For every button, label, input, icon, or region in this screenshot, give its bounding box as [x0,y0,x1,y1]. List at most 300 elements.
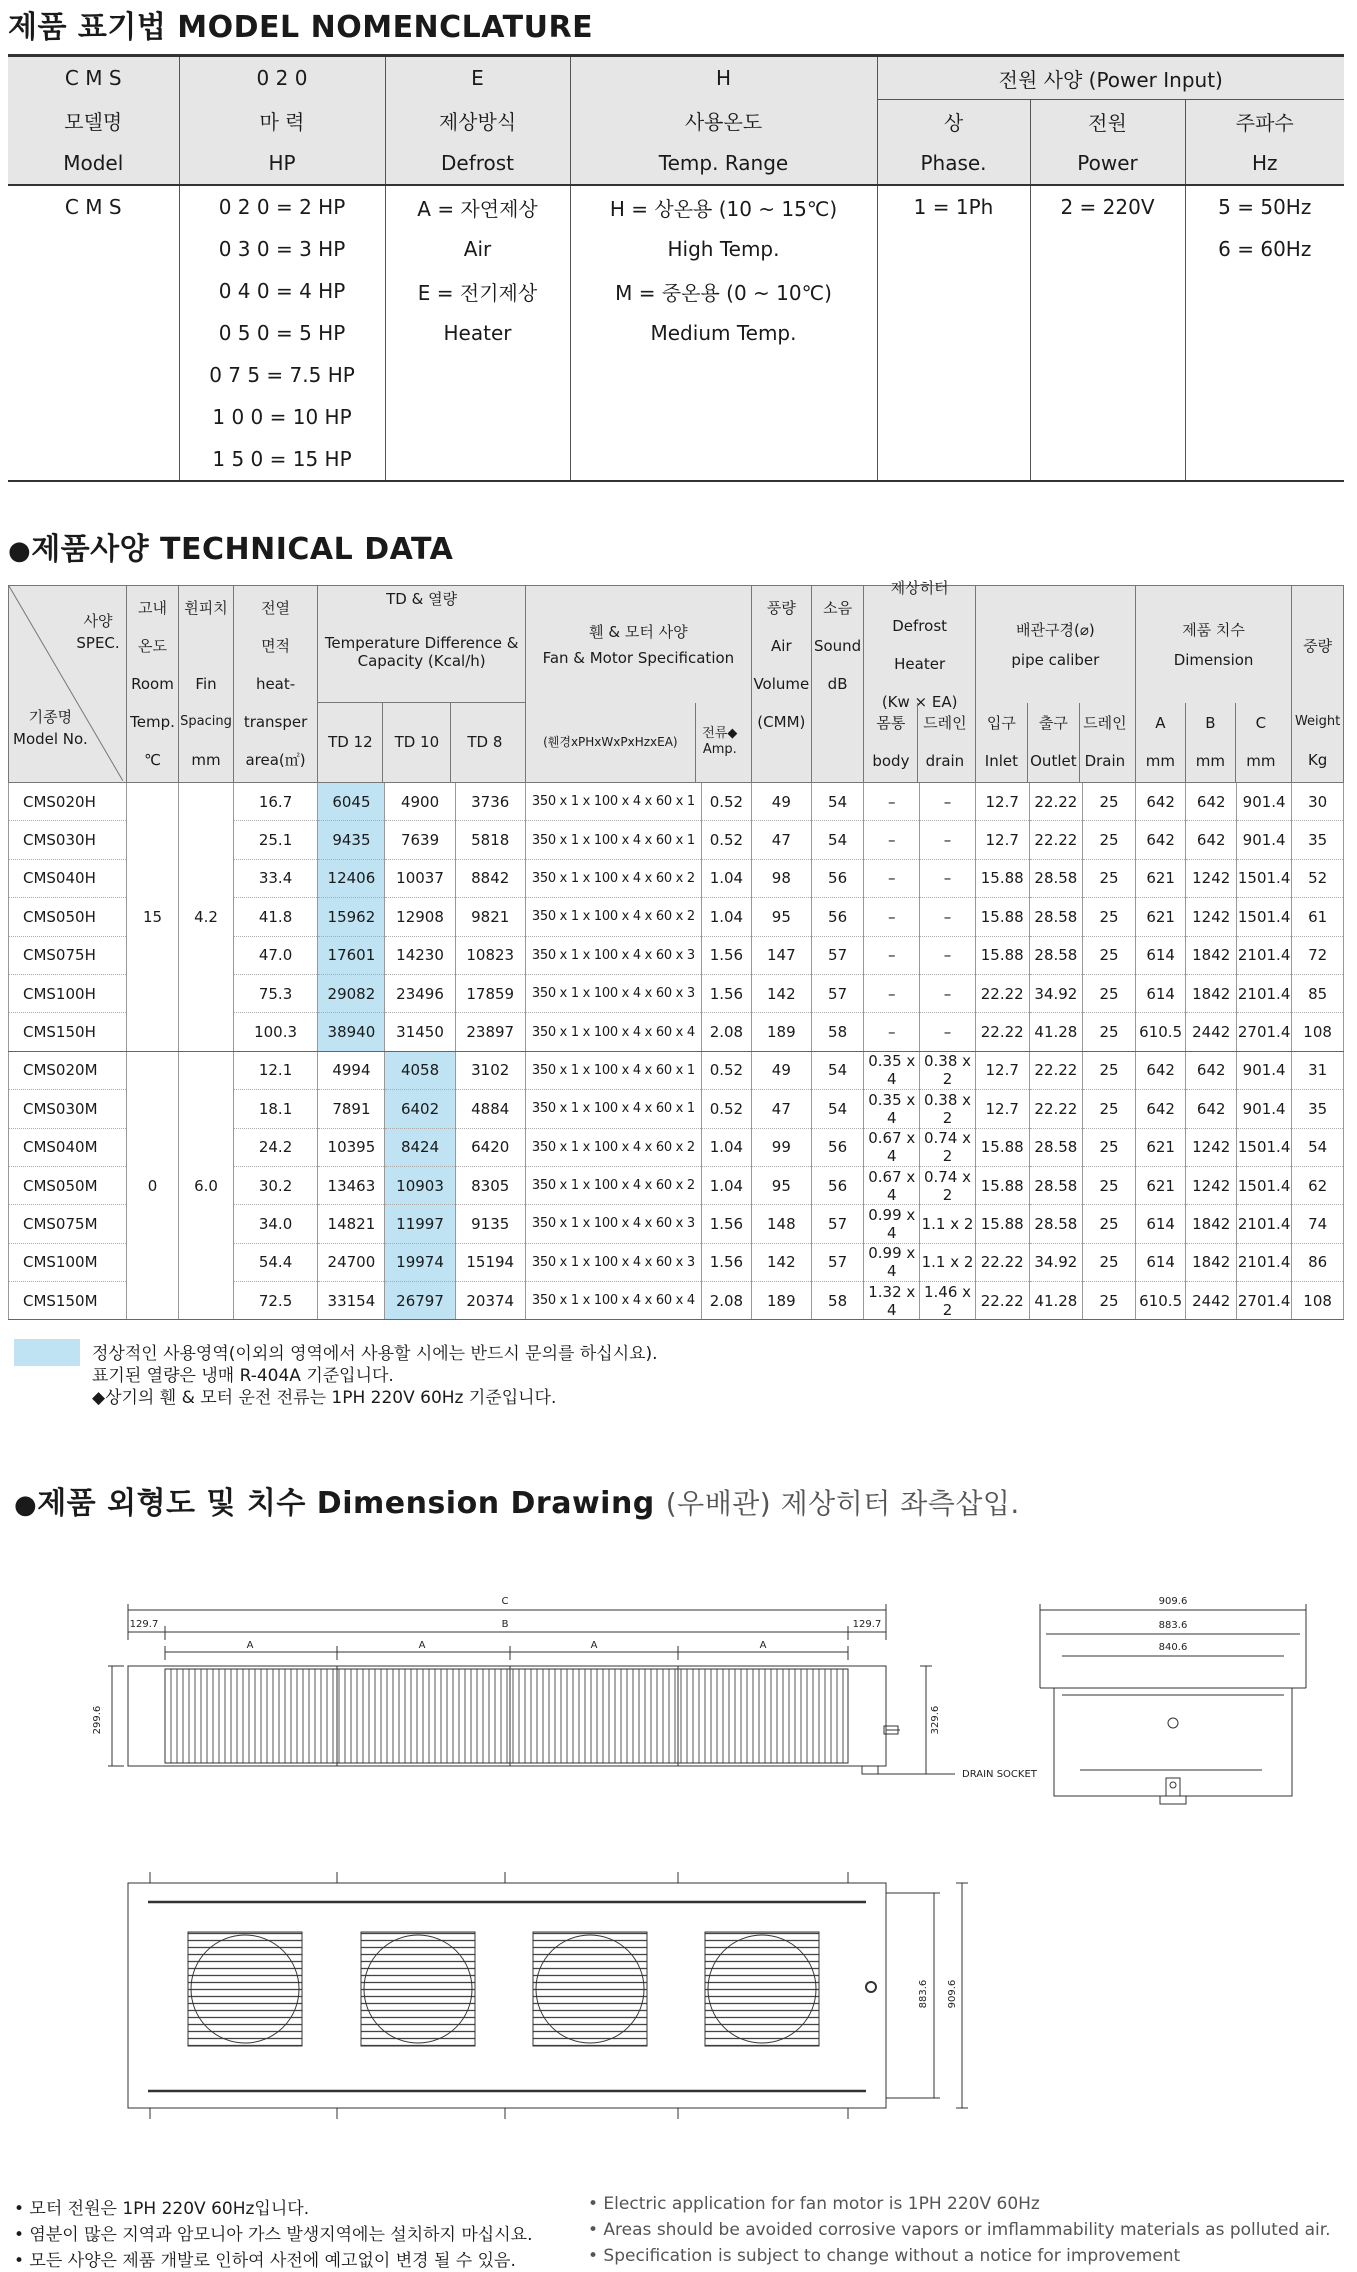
cell-heat-area: 25.1 [233,821,318,859]
cell-dim-b: 642 [1186,1090,1237,1128]
cell-outlet: 28.58 [1029,898,1083,936]
cell-dim-b: 1242 [1186,859,1237,897]
hdr-air: 풍량 Air Volume (CMM) [751,586,811,783]
cell-dim-b: 642 [1186,783,1237,821]
cell-model: CMS150M [9,1282,127,1320]
hdr-pdrain-en: Drain [1084,752,1126,770]
hdr-fan [525,586,751,783]
cell-dim-a: 614 [1135,936,1186,974]
cell-air: 142 [751,1243,811,1281]
cell-outlet: 28.58 [1029,1128,1083,1166]
cell-td12: 7891 [318,1090,385,1128]
nom-hz: 6 = 60Hz [1185,228,1344,270]
hdr-current-kr: 전류◆ [702,726,738,741]
cell-dim-a: 610.5 [1135,1282,1186,1320]
cell-model: CMS020H [9,783,127,821]
cell-heat-area: 16.7 [233,783,318,821]
cell-weight: 108 [1292,1013,1344,1051]
cell-weight: 62 [1292,1166,1344,1204]
cell-dim-c: 901.4 [1237,1051,1292,1089]
cell-current: 1.04 [701,1128,751,1166]
hdr-dim-unit: mm [1145,752,1175,770]
cell-air: 148 [751,1205,811,1243]
cell-fan-spec: 350 x 1 x 100 x 4 x 60 x 2 [525,1128,701,1166]
hdr-heat-area: 전열 면적 heat- transper area(㎡) [233,586,318,783]
cell-inlet: 15.88 [975,859,1029,897]
hdr-fan-en: Fan & Motor Specification [542,648,735,667]
cell-weight: 30 [1292,783,1344,821]
cell-pipe-drain: 25 [1083,1243,1136,1281]
hdr-inlet-en: Inlet [984,752,1018,770]
cell-dim-b: 2442 [1186,1013,1237,1051]
cell-td12: 29082 [318,974,385,1012]
cell-outlet: 28.58 [1029,1166,1083,1204]
cell-defrost-drain: 0.74 x 2 [920,1166,976,1204]
note-1: 정상적인 사용영역(이외의 영역에서 사용할 시에는 반드시 문의를 하십시요). [92,1344,658,1364]
footnote-kr: • 염분이 많은 지역과 암모니아 가스 발생지역에는 설치하지 마십시요. [14,2225,533,2245]
cell-td10: 31450 [385,1013,455,1051]
cell-model: CMS030M [9,1090,127,1128]
nom-hp: 0 5 0 = 5 HP [179,312,385,354]
cell-fan-spec: 350 x 1 x 100 x 4 x 60 x 2 [525,859,701,897]
cell-td8: 5818 [455,821,525,859]
cell-defrost-drain: – [920,859,976,897]
cell-defrost-drain: – [920,936,976,974]
hdr-td [318,586,525,783]
fan-grill [533,1932,647,2046]
hdr-kr: 제상방식 [385,100,570,143]
hdr-spec: 사양 [83,612,113,630]
label-c: C [501,1596,509,1607]
note-3: ◆상기의 휀 & 모터 운전 전류는 1PH 220V 60Hz 기준입니다. [92,1388,557,1408]
cell-model: CMS075H [9,936,127,974]
hdr-fin: 휜피치 Fin Spacing mm [179,586,233,783]
nomenclature-table [8,54,1344,482]
cell-fan-spec: 350 x 1 x 100 x 4 x 60 x 1 [525,1090,701,1128]
hdr-sound: 소음 Sound dB [811,586,864,783]
cell-outlet: 34.92 [1029,974,1083,1012]
cell-fan-spec: 350 x 1 x 100 x 4 x 60 x 1 [525,1051,701,1089]
cell-fin-spacing: 4.2 [179,783,233,1052]
cell-sound: 58 [811,1013,864,1051]
hdr-defrost-en: Defrost Heater [892,616,948,673]
cell-weight: 108 [1292,1282,1344,1320]
hdr-en: HP [179,142,385,185]
cell-air: 95 [751,898,811,936]
hdr-en: Hz [1185,142,1344,185]
hdr-dim-c: C [1255,714,1267,732]
cell-defrost-body: 0.35 x 4 [864,1051,920,1089]
technical-title-text: 제품사양 TECHNICAL DATA [31,532,454,567]
cell-fan-spec: 350 x 1 x 100 x 4 x 60 x 3 [525,1243,701,1281]
cell-pipe-drain: 25 [1083,1128,1136,1166]
cell-fan-spec: 350 x 1 x 100 x 4 x 60 x 2 [525,898,701,936]
cell-current: 0.52 [701,821,751,859]
cell-defrost-drain: 0.38 x 2 [920,1090,976,1128]
nom-hp: 0 4 0 = 4 HP [179,270,385,312]
hdr-outlet-kr: 출구 [1038,714,1068,732]
technical-table [8,578,1344,1320]
cell-dim-b: 1842 [1186,1205,1237,1243]
label-height-side: 329.6 [930,1705,941,1735]
cell-inlet: 15.88 [975,936,1029,974]
cell-heat-area: 41.8 [233,898,318,936]
cell-pipe-drain: 25 [1083,974,1136,1012]
cell-heat-area: 24.2 [233,1128,318,1166]
cell-dim-a: 621 [1135,859,1186,897]
cell-defrost-drain: 0.38 x 2 [920,1051,976,1089]
cell-dim-b: 1242 [1186,1128,1237,1166]
cell-td8: 9135 [455,1205,525,1243]
label-side-right: 129.7 [852,1619,882,1630]
cell-td8: 20374 [455,1282,525,1320]
cell-weight: 35 [1292,1090,1344,1128]
cell-dim-a: 614 [1135,974,1186,1012]
cell-heat-area: 30.2 [233,1166,318,1204]
cell-dim-c: 901.4 [1237,821,1292,859]
cell-heat-area: 18.1 [233,1090,318,1128]
cell-td10: 4058 [385,1051,455,1089]
cell-td12: 6045 [318,783,385,821]
cell-td12: 10395 [318,1128,385,1166]
nom-power: 2 = 220V [1030,185,1185,228]
cell-defrost-body: – [864,936,920,974]
cell-pipe-drain: 25 [1083,821,1136,859]
cell-dim-c: 901.4 [1237,783,1292,821]
cell-defrost-body: 0.99 x 4 [864,1243,920,1281]
hdr-en: Phase. [877,142,1030,185]
cell-air: 189 [751,1013,811,1051]
cell-dim-c: 2101.4 [1237,974,1292,1012]
label-height-front: 299.6 [92,1705,103,1735]
cell-inlet: 12.7 [975,783,1029,821]
nom-hz: 5 = 50Hz [1185,185,1344,228]
cell-dim-b: 1842 [1186,936,1237,974]
cell-dim-c: 1501.4 [1237,1166,1292,1204]
cell-td10: 10037 [385,859,455,897]
cell-td8: 10823 [455,936,525,974]
cell-model: CMS150H [9,1013,127,1051]
cell-td8: 4884 [455,1090,525,1128]
hdr-current-en: Amp. [702,742,737,757]
code-model: C M S [8,56,179,100]
cell-td8: 8305 [455,1166,525,1204]
cell-pipe-drain: 25 [1083,1090,1136,1128]
hdr-td-en: Temperature Difference & [324,633,519,652]
cell-defrost-drain: 1.46 x 2 [920,1282,976,1320]
cell-defrost-drain: – [920,821,976,859]
label-side-left: 129.7 [129,1619,159,1630]
cell-defrost-body: 0.99 x 4 [864,1205,920,1243]
cell-heat-area: 75.3 [233,974,318,1012]
nom-defrost: E = 전기제상 [385,270,570,312]
cell-fan-spec: 350 x 1 x 100 x 4 x 60 x 3 [525,1205,701,1243]
hdr-dimension [1135,586,1291,783]
cell-sound: 56 [811,1166,864,1204]
cell-heat-area: 34.0 [233,1205,318,1243]
nom-hp: 0 3 0 = 3 HP [179,228,385,270]
cell-defrost-body: – [864,783,920,821]
cell-weight: 52 [1292,859,1344,897]
cell-pipe-drain: 25 [1083,898,1136,936]
hdr-kr: 모델명 [8,100,179,143]
cell-fin-spacing: 6.0 [179,1051,233,1320]
cell-inlet: 15.88 [975,1205,1029,1243]
cell-dim-b: 1242 [1186,1166,1237,1204]
cell-pipe-drain: 25 [1083,1166,1136,1204]
fan-grill [361,1932,475,2046]
cell-current: 1.56 [701,936,751,974]
cell-air: 147 [751,936,811,974]
hdr-en: Defrost [385,142,570,185]
hdr-dim-unit: mm [1246,752,1276,770]
cell-dim-c: 1501.4 [1237,898,1292,936]
cell-defrost-body: 1.32 x 4 [864,1282,920,1320]
drawing-title: ●제품 외형도 및 치수 Dimension Drawing (우배관) 제상히터 좌측삽입. [14,1486,1020,1521]
hdr-fan-sub: (휀경xPHxWxPxHzxEA) [526,703,696,782]
cell-outlet: 22.22 [1029,1051,1083,1089]
cell-dim-b: 1242 [1186,898,1237,936]
cell-dim-a: 642 [1135,1051,1186,1089]
cell-defrost-drain: – [920,974,976,1012]
cell-weight: 54 [1292,1128,1344,1166]
label-a: A [759,1640,767,1651]
cell-td12: 24700 [318,1243,385,1281]
label-depth2: 883.6 [1158,1620,1188,1631]
cell-defrost-body: 0.67 x 4 [864,1128,920,1166]
label-plan-d2: 909.6 [947,1979,958,2009]
cell-td12: 15962 [318,898,385,936]
cell-outlet: 28.58 [1029,859,1083,897]
nom-defrost: Air [385,228,570,270]
hdr-kr: 마 력 [179,100,385,143]
cell-dim-b: 2442 [1186,1282,1237,1320]
label-depth1: 909.6 [1158,1596,1188,1607]
cell-model: CMS100M [9,1243,127,1281]
cell-current: 0.52 [701,1051,751,1089]
cell-heat-area: 12.1 [233,1051,318,1089]
cell-dim-c: 2701.4 [1237,1282,1292,1320]
hdr-body-kr: 몸통 [876,714,906,732]
hdr-dim-en: Dimension [1173,650,1254,669]
cell-defrost-drain: 0.74 x 2 [920,1128,976,1166]
hdr-defrost-unit: (Kw × EA) [881,692,958,711]
nom-hp: 0 7 5 = 7.5 HP [179,354,385,396]
cell-fan-spec: 350 x 1 x 100 x 4 x 60 x 1 [525,821,701,859]
footnote-en: • Areas should be avoided corrosive vapors or imflammability materials as polluted air. [588,2220,1331,2240]
cell-model: CMS020M [9,1051,127,1089]
cell-current: 2.08 [701,1013,751,1051]
cell-current: 2.08 [701,1282,751,1320]
hdr-defrost [864,578,975,783]
hdr-weight: 중량 Weight Kg [1292,586,1344,783]
cell-td10: 23496 [385,974,455,1012]
cell-sound: 57 [811,1243,864,1281]
note-2: 표기된 열량은 냉매 R-404A 기준입니다. [92,1366,394,1386]
hdr-dim-b: B [1205,714,1216,732]
cell-defrost-body: – [864,974,920,1012]
cell-sound: 54 [811,1090,864,1128]
fan-grill [188,1932,302,2046]
nom-temp: H = 상온용 (10 ~ 15℃) [570,185,877,228]
cell-dim-a: 621 [1135,1166,1186,1204]
cell-pipe-drain: 25 [1083,1282,1136,1320]
hdr-td-kr: TD & 열량 [386,590,458,608]
cell-inlet: 15.88 [975,1128,1029,1166]
technical-title: ●제품사양 TECHNICAL DATA [8,532,454,567]
cell-inlet: 22.22 [975,1243,1029,1281]
cell-dim-c: 2701.4 [1237,1013,1292,1051]
hdr-kr: 주파수 [1185,100,1344,143]
dimension-drawing [0,1580,1357,2180]
cell-weight: 85 [1292,974,1344,1012]
cell-dim-a: 642 [1135,783,1186,821]
cell-outlet: 22.22 [1029,821,1083,859]
hdr-model-kr: 기종명 [28,708,73,726]
cell-dim-a: 614 [1135,1205,1186,1243]
label-a: A [590,1640,598,1651]
cell-fan-spec: 350 x 1 x 100 x 4 x 60 x 3 [525,974,701,1012]
cell-defrost-drain: 1.1 x 2 [920,1205,976,1243]
nom-defrost: Heater [385,312,570,354]
cell-fan-spec: 350 x 1 x 100 x 4 x 60 x 4 [525,1013,701,1051]
cell-td10: 26797 [385,1282,455,1320]
cell-heat-area: 100.3 [233,1013,318,1051]
cell-model: CMS040M [9,1128,127,1166]
cell-sound: 56 [811,1128,864,1166]
cell-model: CMS075M [9,1205,127,1243]
cell-td10: 7639 [385,821,455,859]
hdr-kr: 사용온도 [570,100,877,143]
cell-dim-a: 642 [1135,1090,1186,1128]
hdr-fan-kr: 휀 & 모터 사양 [589,622,688,641]
spec-corner-header [9,586,127,783]
footnote-kr: • 모든 사양은 제품 개발로 인하여 사전에 예고없이 변경 될 수 있음. [14,2251,516,2271]
plan-view [128,1872,968,2119]
hdr-kr: 전원 [1030,100,1185,143]
cell-outlet: 22.22 [1029,1090,1083,1128]
cell-defrost-drain: – [920,1013,976,1051]
cell-td12: 14821 [318,1205,385,1243]
label-a: A [246,1640,254,1651]
label-depth3: 840.6 [1158,1642,1188,1653]
hdr-pipe-kr: 배관구경(⌀) [1016,620,1095,639]
label-b: B [501,1619,509,1630]
cell-dim-c: 1501.4 [1237,859,1292,897]
hdr-kr: 상 [877,100,1030,143]
nom-temp: High Temp. [570,228,877,270]
cell-dim-b: 642 [1186,1051,1237,1089]
cell-td12: 17601 [318,936,385,974]
cell-defrost-drain: – [920,898,976,936]
cell-heat-area: 47.0 [233,936,318,974]
cell-room-temp: 0 [126,1051,179,1320]
hdr-drain-en: drain [925,752,965,770]
cell-model: CMS040H [9,859,127,897]
technical-body [9,783,1344,1320]
cell-weight: 86 [1292,1243,1344,1281]
hdr-en: Temp. Range [570,142,877,185]
cell-air: 99 [751,1128,811,1166]
cell-dim-c: 1501.4 [1237,1128,1292,1166]
cell-model: CMS100H [9,974,127,1012]
hdr-outlet-en: Outlet [1030,752,1077,770]
cell-td8: 23897 [455,1013,525,1051]
cell-inlet: 15.88 [975,898,1029,936]
cell-defrost-drain: 1.1 x 2 [920,1243,976,1281]
hdr-td12: TD 12 [318,703,383,782]
cell-heat-area: 33.4 [233,859,318,897]
hdr-room-temp: 고내 온도 Room Temp. ℃ [126,586,179,783]
cell-air: 47 [751,1090,811,1128]
cell-weight: 72 [1292,936,1344,974]
cell-defrost-body: – [864,898,920,936]
cell-pipe-drain: 25 [1083,1013,1136,1051]
cell-outlet: 41.28 [1029,1013,1083,1051]
hdr-td10: TD 10 [383,703,451,782]
cell-dim-a: 642 [1135,821,1186,859]
hdr-pdrain-kr: 드레인 [1083,714,1127,732]
cell-inlet: 12.7 [975,1090,1029,1128]
cell-td12: 38940 [318,1013,385,1051]
cell-dim-c: 901.4 [1237,1090,1292,1128]
hdr-en: Model [8,142,179,185]
cell-sound: 54 [811,1051,864,1089]
cell-current: 0.52 [701,783,751,821]
cell-model: CMS050M [9,1166,127,1204]
cell-defrost-body: – [864,821,920,859]
cell-dim-c: 2101.4 [1237,936,1292,974]
drawing-title-main: 제품 외형도 및 치수 Dimension Drawing [37,1486,655,1521]
cell-td8: 3736 [455,783,525,821]
cell-td8: 9821 [455,898,525,936]
cell-dim-a: 621 [1135,898,1186,936]
cell-td8: 3102 [455,1051,525,1089]
cell-weight: 61 [1292,898,1344,936]
hdr-pipe [975,586,1135,783]
cell-heat-area: 54.4 [233,1243,318,1281]
cell-room-temp: 15 [126,783,179,1052]
highlight-legend-swatch [14,1339,80,1366]
cell-weight: 74 [1292,1205,1344,1243]
cell-fan-spec: 350 x 1 x 100 x 4 x 60 x 3 [525,936,701,974]
cell-sound: 54 [811,783,864,821]
cell-td10: 8424 [385,1128,455,1166]
cell-sound: 57 [811,936,864,974]
cell-td10: 11997 [385,1205,455,1243]
hdr-dim-a: A [1155,714,1166,732]
cell-outlet: 41.28 [1029,1282,1083,1320]
cell-defrost-body: – [864,1013,920,1051]
cell-weight: 31 [1292,1051,1344,1089]
cell-air: 189 [751,1282,811,1320]
nom-hp: 0 2 0 = 2 HP [179,185,385,228]
cell-inlet: 12.7 [975,821,1029,859]
label-plan-d1: 883.6 [918,1979,929,2009]
code-defrost: E [385,56,570,100]
cell-td12: 13463 [318,1166,385,1204]
nom-phase: 1 = 1Ph [877,185,1030,228]
cell-defrost-body: 0.35 x 4 [864,1090,920,1128]
cell-sound: 57 [811,1205,864,1243]
cell-pipe-drain: 25 [1083,783,1136,821]
cell-sound: 58 [811,1282,864,1320]
hdr-dim-unit: mm [1195,752,1225,770]
cell-current: 1.56 [701,974,751,1012]
hdr-body-en: body [872,752,910,770]
hdr-defrost-kr: 제상히터 [890,578,949,597]
cell-air: 98 [751,859,811,897]
